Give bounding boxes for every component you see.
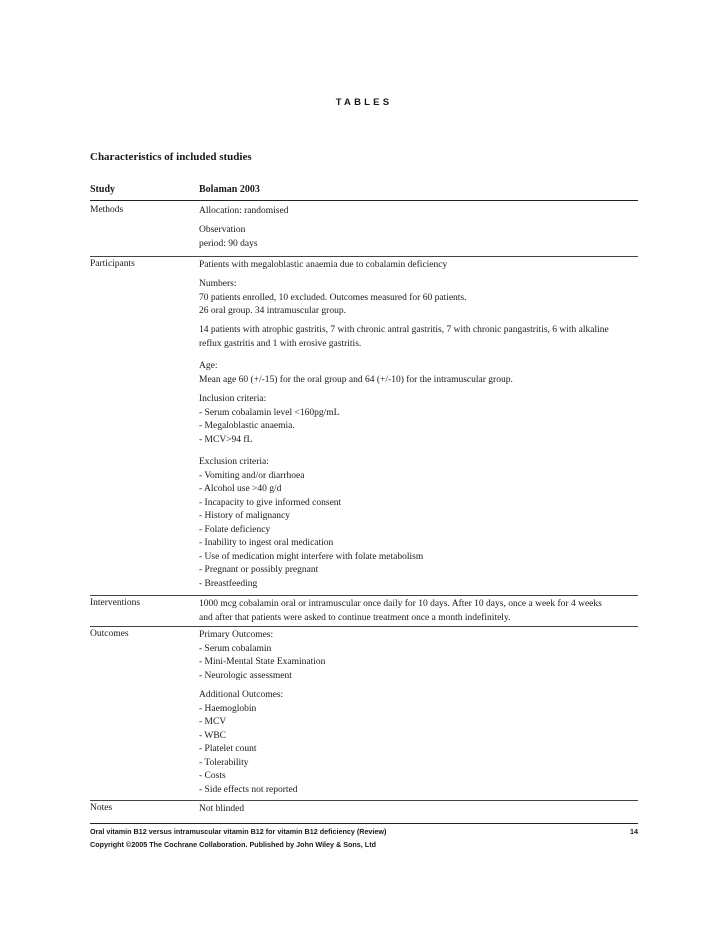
participants-numbers [199,278,641,319]
cell-line: - MCV [199,717,227,727]
cell-line: - Mini-Mental State Examination [199,657,326,667]
interventions-text [199,598,641,625]
cell-line: period: 90 days [199,238,258,249]
row-label-participants: Participants [90,259,135,269]
page-number: 14 [630,827,638,836]
cell-line: Age: [199,361,218,371]
section-title: TABLES [335,97,393,108]
cell-line: Exclusion criteria: [199,457,269,467]
cell-line: - Breastfeeding [199,578,258,589]
row-label-interventions: Interventions [90,598,141,608]
cell-line: Allocation: randomised [199,206,289,216]
header-rule [90,200,638,201]
methods-allocation [199,205,641,219]
cell-line: - Tolerability [199,757,249,768]
cell-line: 1000 mcg cobalamin oral or intramuscular once daily for 10 days. After 10 days, once a week for 4 weeks [199,599,602,609]
cell-line: and after that patients were asked to continue treatment once a month indefinitely. [199,612,511,623]
participants-condition [199,259,641,273]
cell-line: - Platelet count [199,744,257,754]
participants-age [199,360,641,387]
cell-line: Observation [199,225,246,235]
cell-line: - History of malignancy [199,511,291,521]
cell-line: Primary Outcomes: [199,630,274,640]
methods-observation [199,224,641,251]
participants-gastritis [199,324,641,351]
cell-line: - Inability to ingest oral medication [199,538,334,548]
participants-inclusion [199,393,641,447]
row-divider [90,595,638,596]
cell-line: reflux gastritis and 1 with erosive gastritis. [199,338,362,349]
outcomes-additional [199,689,641,797]
cell-line: - Haemoglobin [199,703,257,714]
table-title: Characteristics of included studies [90,151,252,163]
cell-line: - Vomiting and/or diarrhoea [199,470,305,481]
study-column-header: Study [90,184,116,195]
cell-line: - Pregnant or possibly pregnant [199,565,319,575]
cell-line: - Incapacity to give informed consent [199,497,342,508]
cell-line: Inclusion criteria: [199,394,267,404]
cell-line: - Serum cobalamin [199,643,272,654]
cell-line: Not blinded [199,804,245,814]
footer-rule [90,823,638,824]
cell-line: - MCV>94 fL [199,434,253,445]
cell-line: - Use of medication might interfere with folate metabolism [199,551,424,562]
cell-line: - WBC [199,730,227,741]
cell-line: - Folate deficiency [199,524,271,535]
participants-exclusion [199,456,641,591]
notes-text [199,803,641,817]
row-divider [90,256,638,257]
outcomes-primary [199,629,641,683]
cell-line: - Costs [199,771,226,781]
row-divider [90,800,638,801]
footer-copyright: Copyright ©2005 The Cochrane Collaboration. Published by John Wiley & Sons, Ltd [90,840,376,849]
cell-line: 14 patients with atrophic gastritis, 7 with chronic antral gastritis, 7 with chronic pangastritis, 6 with alkaline [199,325,609,335]
cell-line: - Side effects not reported [199,784,298,795]
row-label-methods: Methods [90,205,124,215]
cell-line: - Alcohol use >40 g/d [199,484,282,494]
cell-line: 26 oral group. 34 intramuscular group. [199,306,346,316]
row-divider [90,626,638,627]
cell-line: Mean age 60 (+/-15) for the oral group and 64 (+/-10) for the intramuscular group. [199,374,513,385]
cell-line: - Serum cobalamin level <160pg/mL [199,407,340,418]
cell-line: Patients with megaloblastic anaemia due to cobalamin deficiency [199,260,448,270]
cell-line: Additional Outcomes: [199,690,284,700]
cell-line: - Neurologic assessment [199,670,292,681]
cell-line: - Megaloblastic anaemia. [199,421,295,431]
study-name: Bolaman 2003 [199,184,260,195]
cell-line: Numbers: [199,279,237,289]
footer-citation: Oral vitamin B12 versus intramuscular vitamin B12 for vitamin B12 deficiency (Review) [90,827,387,836]
row-label-outcomes: Outcomes [90,629,129,639]
cell-line: 70 patients enrolled, 10 excluded. Outcomes measured for 60 patients. [199,292,467,303]
row-label-notes: Notes [90,803,113,813]
